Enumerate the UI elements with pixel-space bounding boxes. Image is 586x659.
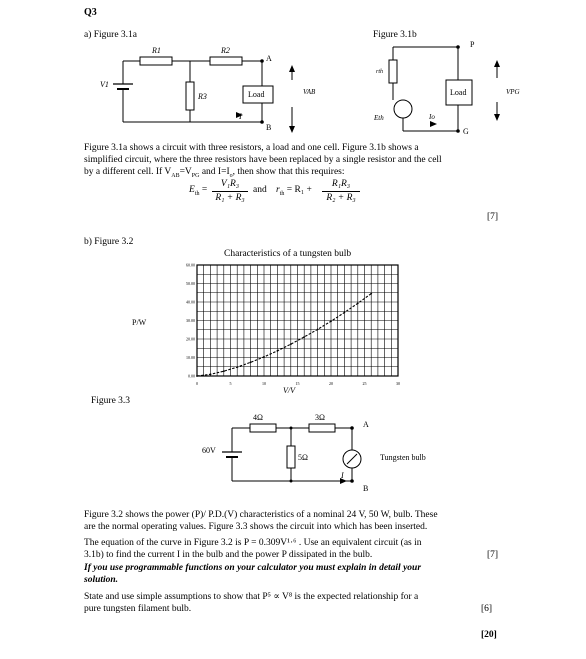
part-a-label: a) Figure 3.1a <box>84 30 138 40</box>
part-b-line6: pure tungsten filament bulb. <box>84 604 192 614</box>
label-node-a-33: A <box>363 420 369 429</box>
part-a-marks: [7] <box>487 212 499 222</box>
label-3ohm: 3Ω <box>315 413 325 422</box>
x-tick-label: 5 <box>229 381 232 386</box>
label-r3: R3 <box>198 92 207 101</box>
label-load-b: Load <box>450 88 467 97</box>
eq-den2: R₂ + R₃ <box>326 193 356 203</box>
y-tick-label: 10.00 <box>186 355 195 360</box>
eq-rth: $r_{th} = R_1$ + <box>276 185 312 197</box>
label-r1: R1 <box>152 46 161 55</box>
eq-den1: R₁ + R₃ <box>215 193 245 203</box>
figure-3-3-label: Figure 3.3 <box>91 396 131 406</box>
y-tick-label: 50.00 <box>186 281 195 286</box>
label-v1: V1 <box>100 80 109 89</box>
label-node-p: P <box>470 40 475 49</box>
label-4ohm: 4Ω <box>253 413 263 422</box>
label-current-i: I <box>239 112 242 121</box>
label-current-io: Io <box>429 113 435 121</box>
question-number: Q3 <box>84 7 97 18</box>
part-b-label: b) Figure 3.2 <box>84 237 134 247</box>
chart-xlabel: V/V <box>283 386 295 395</box>
label-node-b-33: B <box>363 484 369 493</box>
resistor-4ohm <box>250 424 276 432</box>
x-tick-label: 0 <box>196 381 198 386</box>
figure-3-1b-caption: Figure 3.1b <box>373 30 417 40</box>
label-60v: 60V <box>202 446 216 455</box>
label-current-i-33: I <box>341 471 344 480</box>
part-b-marks1: [7] <box>487 550 499 560</box>
eq-num1: V₁R₃ <box>220 179 240 189</box>
y-tick-label: 0.00 <box>188 373 195 379</box>
total-marks: [20] <box>481 630 497 640</box>
part-b-line1: Figure 3.2 shows the power (P)/ P.D.(V) characteristics of a nominal 24 V, 50 W, bulb. These <box>84 510 438 520</box>
label-load-a: Load <box>248 90 265 99</box>
chart-title: Characteristics of a tungsten bulb <box>224 249 352 259</box>
label-5ohm: 5Ω <box>298 453 308 462</box>
x-tick-label: 25 <box>362 381 367 386</box>
part-b-marks2: [6] <box>481 604 493 614</box>
label-node-a: A <box>266 54 272 63</box>
part-b-line5: State and use simple assumptions to show that P⁵ ∝ V⁸ is the expected relationship for a <box>84 592 419 602</box>
x-tick-label: 10 <box>262 381 266 386</box>
label-node-g: G <box>463 127 469 136</box>
resistor-5ohm <box>287 446 295 468</box>
part-b-line4: 3.1b) to find the current I in the bulb and the power P dissipated in the bulb. <box>84 550 373 560</box>
eq-num2: R₁R₃ <box>331 179 351 189</box>
y-tick-label: 30.00 <box>186 318 195 323</box>
label-vpg: VPG <box>506 88 520 96</box>
label-eth: Eth <box>374 114 384 122</box>
part-b-italic1: If you use programmable functions on your calculator you must explain in detail your <box>84 563 422 573</box>
part-a-text-line3: by a different cell. If $V_{AB}=V_{PG}$ and $I=I_o$, then show that this requires: <box>84 167 345 179</box>
part-b-line3: The equation of the curve in Figure 3.2 is P = 0.309V¹·⁶ . Use an equivalent circuit (as in <box>84 538 422 548</box>
part-a-text-line2: simplified circuit, where the three resistors have been replaced by a single resistor and the cell <box>84 155 442 165</box>
y-tick-label: 20.00 <box>186 336 195 342</box>
x-tick-label: 30 <box>396 381 400 386</box>
label-r2: R2 <box>221 46 230 55</box>
chart-ylabel: P/W <box>132 318 147 327</box>
label-node-b: B <box>266 123 272 132</box>
eq-eth: $E_{th}$ = <box>189 185 208 197</box>
label-vab: VAB <box>303 88 316 96</box>
eq-and: and <box>253 185 267 195</box>
y-tick-label: 60.00 <box>186 262 195 268</box>
part-b-line2: are the normal operating values. Figure 3.3 shows the circuit into which has been inserted. <box>84 522 428 532</box>
resistor-3ohm <box>309 424 335 432</box>
x-tick-label: 15 <box>295 381 300 386</box>
x-tick-label: 20 <box>329 381 333 386</box>
part-a-text-line1: Figure 3.1a shows a circuit with three resistors, a load and one cell. Figure 3.1b shows a <box>84 143 419 153</box>
label-tungsten-bulb: Tungsten bulb <box>380 453 426 462</box>
label-rth: rth <box>376 69 384 75</box>
y-tick-label: 40.00 <box>186 299 195 305</box>
part-b-italic2: solution. <box>84 575 119 585</box>
